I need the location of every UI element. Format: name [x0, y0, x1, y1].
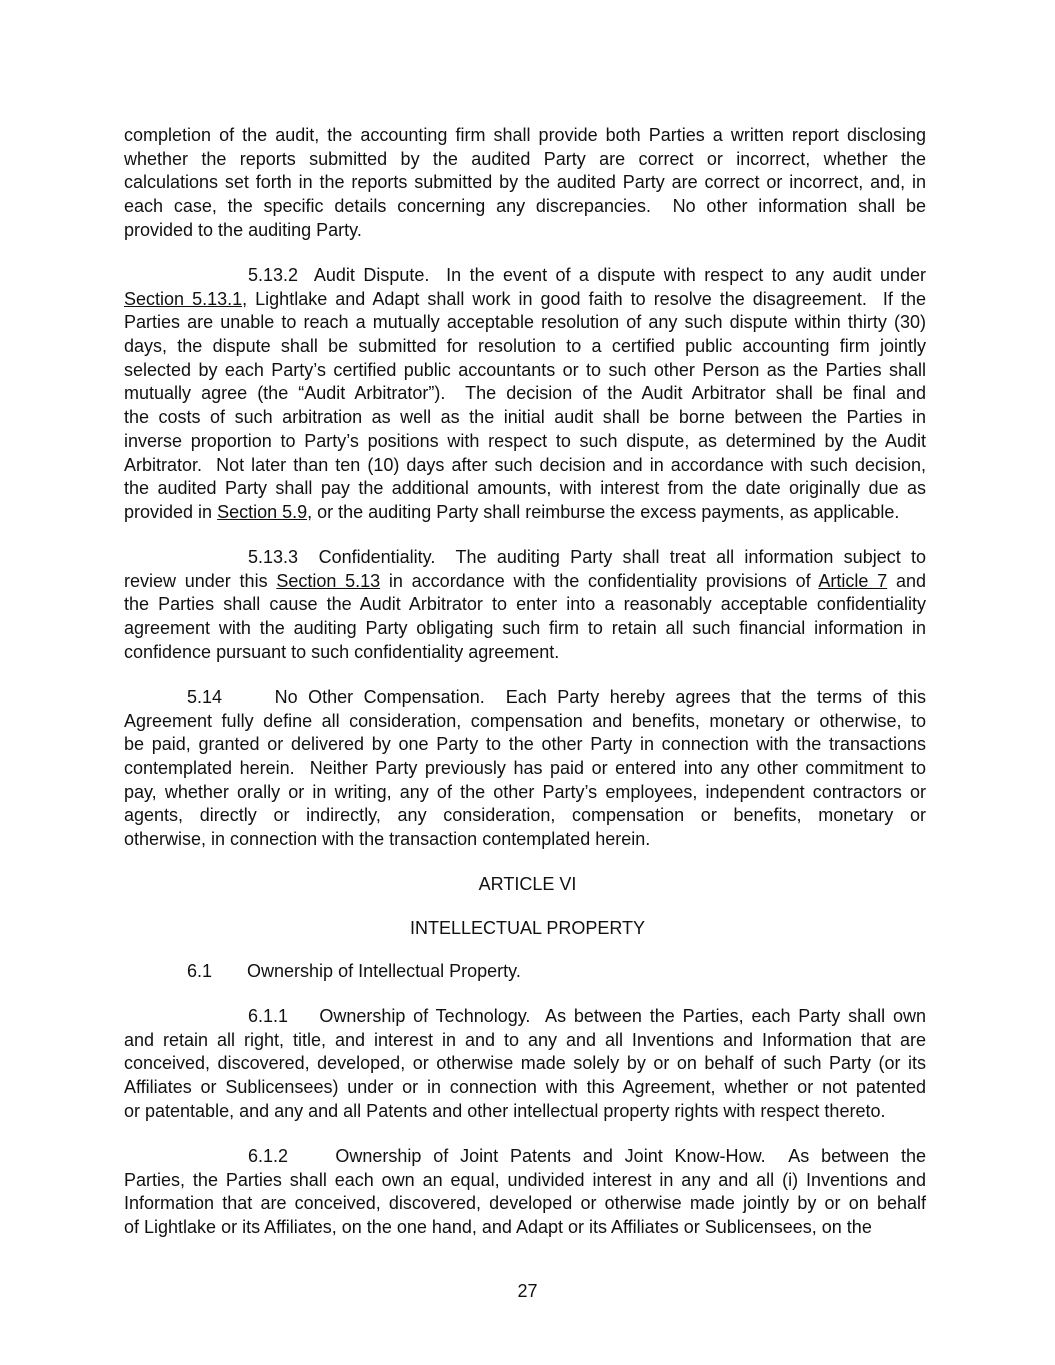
text-line — [124, 710, 926, 734]
page-number: 27 — [517, 1281, 538, 1301]
paragraph-audit-completion — [124, 124, 926, 242]
paragraph-section-5-13-2 — [124, 264, 926, 525]
paragraph-section-6-1-2 — [124, 1145, 926, 1240]
text-segment: confidence pursuant to such confidentiality agreement. — [124, 641, 560, 662]
text-line — [124, 1029, 926, 1053]
text-line — [124, 781, 926, 805]
text-line — [124, 311, 926, 335]
text-line — [124, 1216, 926, 1240]
text-line — [124, 406, 926, 430]
text-line — [124, 1076, 926, 1100]
text-line — [124, 288, 926, 312]
text-line — [124, 195, 926, 219]
text-line — [124, 804, 926, 828]
text-line — [124, 1192, 926, 1216]
text-line — [124, 1005, 926, 1029]
text-line — [124, 148, 926, 172]
text-segment: Agreement fully define all consideration, compensation and benefits, monetary or otherwise, to — [124, 710, 926, 731]
text-line — [124, 593, 926, 617]
text-line — [124, 1145, 926, 1169]
text-segment: Lightlake and Adapt shall work in good faith to resolve the disagreement. If the — [247, 288, 926, 309]
text-line — [124, 546, 926, 570]
text-segment: Parties, the Parties shall each own an equal, undivided interest in any and all (i) Inventions and — [124, 1169, 926, 1190]
text-segment: be paid, granted or delivered by one Party to the other Party in connection with the transactions — [124, 734, 926, 755]
text-segment: completion of the audit, the accounting firm shall provide both Parties a written report disclosing — [124, 125, 926, 145]
text-segment: 5.13.2 Audit Dispute. In the event of a dispute with respect to any audit under — [248, 265, 926, 285]
text-segment: contemplated herein. Neither Party previously has paid or entered into any other commitment to — [124, 758, 926, 779]
text-line — [124, 264, 926, 288]
text-line — [124, 335, 926, 359]
text-segment: each case, the specific details concerning any discrepancies. No other information shall be — [124, 196, 926, 217]
article-number: ARTICLE VI — [478, 874, 577, 894]
text-line — [124, 960, 926, 984]
text-line — [124, 454, 926, 478]
text-segment: inverse proportion to Party’s positions with respect to such dispute, as determined by the Audit — [124, 430, 926, 451]
text-line — [124, 171, 926, 195]
article-title: INTELLECTUAL PROPERTY — [409, 918, 646, 938]
text-line — [124, 501, 926, 525]
cross-reference-link: Article 7 — [818, 570, 888, 591]
text-segment: 6.1.1 Ownership of Technology. As between the Parties, each Party shall own — [248, 1006, 926, 1026]
paragraph-section-5-13-3 — [124, 546, 926, 664]
cross-reference-link: Section 5.13 — [276, 570, 381, 591]
text-segment: 6.1.2 Ownership of Joint Patents and Joint Know-How. As between the — [248, 1146, 926, 1166]
text-line — [124, 219, 926, 243]
text-segment: Affiliates or Sublicensees) under or in connection with this Agreement, whether or not patented — [124, 1077, 926, 1098]
text-line — [124, 686, 926, 710]
text-line — [124, 124, 926, 148]
text-line — [124, 1052, 926, 1076]
text-line — [124, 1100, 926, 1124]
text-line — [124, 617, 926, 641]
text-segment: in accordance with the confidentiality provisions of — [380, 570, 819, 591]
text-segment: and — [887, 570, 926, 591]
text-segment: and retain all right, title, and interest in and to any and all Inventions and Information that are — [124, 1029, 926, 1050]
cross-reference-link: Section 5.13.1, — [124, 288, 248, 309]
text-segment: pay, whether orally or in writing, any of the other Party’s employees, independent contractors or — [124, 781, 926, 802]
text-segment: Information that are conceived, discovered, developed or otherwise made jointly by or on behalf — [124, 1193, 926, 1214]
text-segment: conceived, discovered, developed, or otherwise made solely by or on behalf of such Party (or its — [124, 1053, 926, 1074]
text-segment: provided in — [124, 501, 218, 522]
text-segment: Parties are unable to reach a mutually acceptable resolution of any such dispute within thirty (30) — [124, 312, 926, 333]
text-line — [124, 359, 926, 383]
text-segment: mutually agree (the “Audit Arbitrator”). The decision of the Audit Arbitrator shall be final and — [124, 383, 926, 404]
paragraph-section-5-14 — [124, 686, 926, 852]
text-segment: or the auditing Party shall reimburse the excess payments, as applicable. — [312, 501, 900, 522]
text-segment: 5.13.3 Confidentiality. The auditing Party shall treat all information subject to — [248, 547, 926, 567]
text-line — [124, 828, 926, 852]
text-segment: review under this — [124, 570, 277, 591]
text-segment: selected by each Party’s certified public accountants or to such other Person as the Parties shall — [124, 359, 926, 380]
text-line — [124, 477, 926, 501]
text-segment: or patentable, and any and all Patents and other intellectual property rights with respect thereto. — [124, 1100, 886, 1121]
text-line — [124, 430, 926, 454]
text-segment: whether the reports submitted by the audited Party are correct or incorrect, whether the — [124, 148, 926, 169]
text-line — [124, 1169, 926, 1193]
text-segment: 6.1 Ownership of Intellectual Property. — [187, 961, 521, 981]
cross-reference-link: Section 5.9, — [217, 501, 313, 522]
text-segment: agreement with the auditing Party obligating such firm to retain all such financial information in — [124, 618, 926, 639]
text-segment: of Lightlake or its Affiliates, on the one hand, and Adapt or its Affiliates or Sublicensees, on the — [124, 1217, 872, 1238]
text-segment: the Parties shall cause the Audit Arbitrator to enter into a reasonably acceptable confidentiality — [124, 594, 926, 615]
text-segment: Arbitrator. Not later than ten (10) days after such decision and in accordance with such decision, — [124, 454, 926, 475]
text-segment: calculations set forth in the reports submitted by the audited Party are correct or incorrect, and, in — [124, 172, 926, 193]
text-segment: the costs of such arbitration as well as the initial audit shall be borne between the Parties in — [124, 407, 926, 428]
text-line — [124, 570, 926, 594]
paragraph-section-6-1-1 — [124, 1005, 926, 1123]
text-segment: days, the dispute shall be submitted for resolution to a certified public accounting firm jointly — [124, 336, 926, 357]
text-segment: the audited Party shall pay the additional amounts, with interest from the date originally due as — [124, 478, 926, 499]
text-segment: otherwise, in connection with the transaction contemplated herein. — [124, 829, 651, 850]
text-line — [124, 757, 926, 781]
paragraph-section-6-1 — [124, 960, 926, 984]
text-segment: 5.14 No Other Compensation. Each Party hereby agrees that the terms of this — [187, 687, 926, 707]
text-line — [124, 641, 926, 665]
text-line — [124, 733, 926, 757]
text-segment: provided to the auditing Party. — [124, 219, 362, 240]
text-line — [124, 382, 926, 406]
text-segment: agents, directly or indirectly, any consideration, compensation or benefits, monetary or — [124, 805, 926, 826]
